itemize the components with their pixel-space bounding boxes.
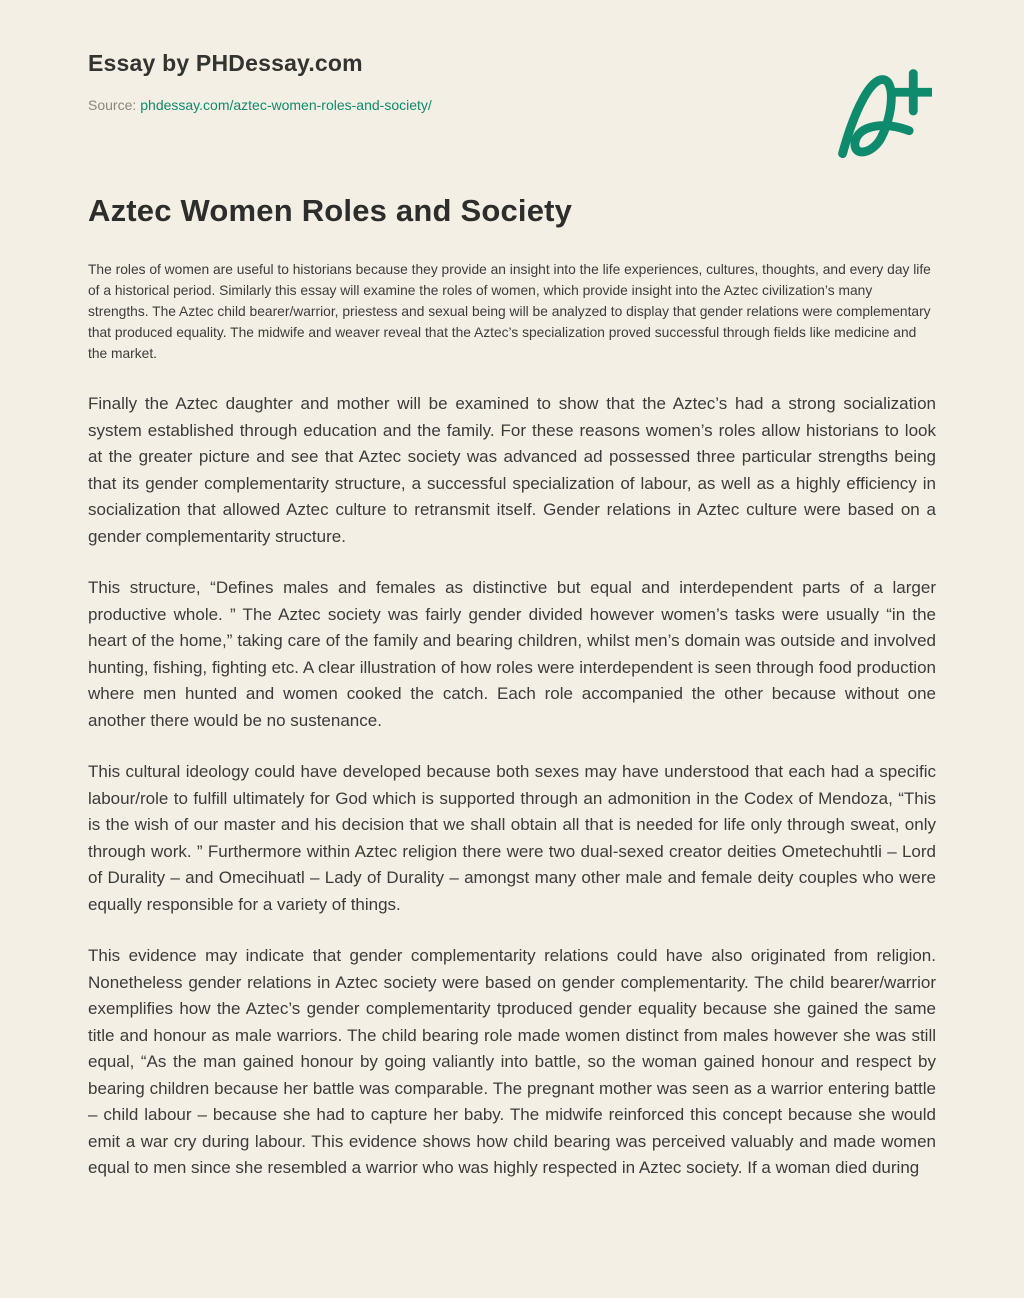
- page-title: Aztec Women Roles and Society: [88, 193, 573, 228]
- a-plus-logo-icon: [828, 58, 932, 166]
- essay-paragraph: This cultural ideology could have developed because both sexes may have understood that each had a specific labour/role to fulfill ultimately for God which is supported through an admonition in the Codex of Mendoza, “This is the wish of our master and his decision that we shall obtain all that is needed for life only through sweat, only through work. ” Furthermore within Aztec religion there were two dual-sexed creator deities Ometechuhtli – Lord of Durality – and Omecihuatl – Lady of Durality – amongst many other male and female deity couples who were equally responsible for a variety of things.: [88, 762, 936, 914]
- essay-paragraph: This structure, “Defines males and females as distinctive but equal and interdependent parts of a larger productive whole. ” The Aztec society was fairly gender divided however women’s tasks were usually “in the heart of the home,” taking care of the family and bearing children, whilst men’s domain was outside and involved hunting, fishing, fighting etc. A clear illustration of how roles were interdependent is seen through food production where men hunted and women cooked the catch. Each role accompanied the other because without one another there would be no sustenance.: [88, 578, 936, 730]
- essay-paragraph: The roles of women are useful to historians because they provide an insight into the life experiences, cultures, thoughts, and every day life of a historical period. Similarly this essay will examine the roles of women, which provide insight into the Aztec civilization’s many strengths. The Aztec child bearer/warrior, priestess and sexual being will be analyzed to display that gender relations were complementary that produced equality. The midwife and weaver reveal that the Aztec’s specialization proved successful through fields like medicine and the market.: [88, 262, 931, 361]
- essay-body: [88, 259, 936, 1182]
- essay-byline: Essay by PHDessay.com: [88, 50, 363, 76]
- bottom-fade: [0, 1276, 1024, 1298]
- source-link[interactable]: phdessay.com/aztec-women-roles-and-society/: [140, 97, 432, 113]
- essay-paragraph: This evidence may indicate that gender complementarity relations could have also originated from religion. Nonetheless gender relations in Aztec society were based on gender complementarity. The child bearer/warrior exemplifies how the Aztec’s gender complementarity tproduced gender equality because she gained the same title and honour as male warriors. The child bearing role made women distinct from males however she was still equal, “As the man gained honour by going valiantly into battle, so the woman gained honour and respect by bearing children because her battle was comparable. The pregnant mother was seen as a warrior entering battle – child labour – because she had to capture her baby. The midwife reinforced this concept because she would emit a war cry during labour. This evidence shows how child bearing was perceived valuably and made women equal to men since she resembled a warrior who was highly respected in Aztec society. If a woman died during: [88, 946, 936, 1177]
- phdessay-a-plus-logo: [828, 58, 932, 166]
- source-label: Source:: [88, 97, 137, 113]
- essay-paragraph: Finally the Aztec daughter and mother will be examined to show that the Aztec’s had a strong socialization system established through education and the family. For these reasons women’s roles allow historians to look at the greater picture and see that Aztec society was advanced ad possessed three particular strengths being that its gender complementarity structure, a successful specialization of labour, as well as a highly efficiency in socialization that allowed Aztec culture to retransmit itself. Gender relations in Aztec culture were based on a gender complementarity structure.: [88, 394, 936, 546]
- source-line: [88, 97, 936, 113]
